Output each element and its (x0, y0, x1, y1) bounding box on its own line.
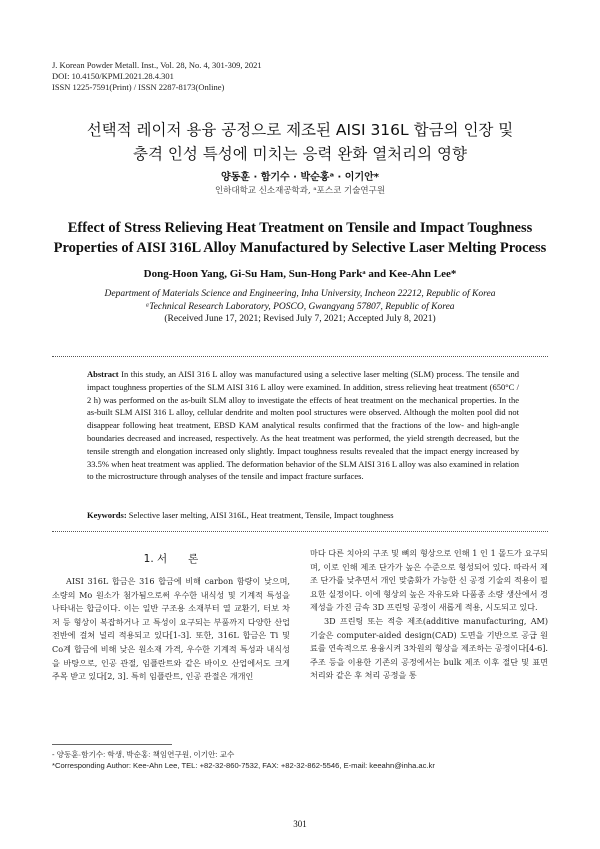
english-authors: Dong-Hoon Yang, Gi-Su Ham, Sun-Hong Parkᵃ and Kee-Ahn Lee* (143, 268, 457, 280)
abstract (87, 368, 519, 483)
english-title-line1: Effect of Stress Relieving Heat Treatment on Tensile and Impact Toughness (67, 220, 533, 236)
right-paragraph-2: 3D 프린팅 또는 적층 제조(additive manufacturing, AM) 기술은 computer-aided design(CAD) 도면을 기반으로 공급 원료를 연속적으로 용융시켜 3차원의 형상을 제조하는 공정이다[4-6]. 주조 등을 이용한 기존의 공정에서는 bulk 제조 이후 절단 및 표면 처리와 같은 후 처리 공정을 통 (310, 615, 548, 681)
page-number: 301 (293, 819, 307, 829)
abstract-label: Abstract (87, 369, 119, 379)
keywords (87, 510, 519, 520)
english-affiliation-1: Department of Materials Science and Engineering, Inha University, Incheon 22212, Republic of Korea (104, 289, 496, 299)
left-paragraph-1: AISI 316L 합금은 316 합금에 비해 carbon 함량이 낮으며, 소량의 Mo 원소가 첨가됨으로써 우수한 내식성 및 기계적 특성을 나타내는 합금이다. 이는 일반 구조용 소재부터 열 교환기, 터보 차저 등 형상이 복잡하거나 고 특성이 요구되는 부품까지 다양한 산업 전반에 걸쳐 널리 적용되고 있다[1-3]. 또한, 316L 합금은 Ti 및 Co계 합금에 비해 낮은 원소재 가격, 우수한 기계적 특성과 내식성을 바탕으로, 인공 관절, 임플란트와 같은 바이오 산업에서도 크게 주목 받고 있다[2, 3]. 특히 임플란트, 인공 관절은 개개인 (52, 576, 290, 682)
abstract-text: In this study, an AISI 316 L alloy was manufactured using a selective laser melting (SLM) process. The tensile and impact toughness properties of the SLM AISI 316 L alloy were examined. In addition, stress relieving heat treatment (650°C / 2 h) was performed on the as-built SLM alloy to investigate the effects of heat treatment on the mechanical properties. In the as-built SLM AISI 316 L alloy, cellular dendrite and molten pool structures were observed. Although the molten pool did not disappear following heat treatment, EBSD KAM analytical results confirmed that the fractions of the low- and high-angle boundaries decreased and increased, respectively. As the heat treatment was performed, the yield strength decreased, but the tensile strength and elongation increased only slightly. Impact toughness results revealed that the impact energy increased by 33.5% when heat treatment was applied. The deformation behavior of the SLM AISI 316 L alloy was also examined in relation to the microstructure through analyses of the tensile and impact fracture surfaces. (87, 369, 520, 482)
received-dates: (Received June 17, 2021; Revised July 7, 2021; Accepted July 8, 2021) (164, 314, 436, 324)
korean-title-line1: 선택적 레이저 용융 공정으로 제조된 AISI 316L 합금의 인장 및 (86, 121, 514, 139)
journal-header (52, 60, 262, 93)
left-column (52, 575, 290, 684)
footnote-rule (52, 744, 172, 745)
keywords-text: Selective laser melting, AISI 316L, Heat treatment, Tensile, Impact toughness (128, 510, 394, 520)
english-affiliation (40, 288, 560, 314)
footnote-author-roles: - 양동훈·함기수: 학생, 박순홍: 책임연구원, 이기안: 교수 (52, 750, 235, 759)
right-column (310, 547, 548, 683)
journal-citation: J. Korean Powder Metall. Inst., Vol. 28, No. 4, 301-309, 2021 (52, 60, 262, 70)
english-title-line2: Properties of AISI 316L Alloy Manufactured by Selective Laser Melting Process (53, 240, 547, 256)
korean-authors: 양동훈 · 함기수 · 박순홍ᵃ · 이기안* (220, 172, 379, 183)
korean-affiliation: 인하대학교 신소재공학과, ᵃ포스코 기술연구원 (214, 186, 386, 196)
section-heading-introduction: 1. 서 론 (143, 553, 199, 565)
english-title (30, 218, 570, 258)
divider-bottom (52, 531, 548, 532)
english-affiliation-2: ᵃTechnical Research Laboratory, POSCO, Gwangyang 57807, Republic of Korea (145, 302, 455, 312)
journal-doi: DOI: 10.4150/KPMI.2021.28.4.301 (52, 71, 174, 81)
korean-title-line2: 충격 인성 특성에 미치는 응력 완화 열처리의 영향 (133, 145, 467, 163)
footnote-corresponding-author: *Corresponding Author: Kee-Ahn Lee, TEL: +82-32-860-7532, FAX: +82-32-862-5546, E-mail: keeahn@inha.ac.kr (52, 761, 435, 770)
divider-top (52, 356, 548, 357)
korean-title (0, 118, 600, 166)
keywords-label: Keywords: (87, 510, 127, 520)
right-paragraph-1: 마다 다른 치아의 구조 및 뼈의 형상으로 인해 1 인 1 몰드가 요구되며, 이로 인해 제조 단가가 높은 수준으로 형성되어 있다. 따라서 제조 단가를 낮추면서 개인 맞춤화가 가능한 신 공정 기술의 적용이 필요한 실정이다. 이에 형상의 높은 자유도와 다품종 소량 생산에서 경제성을 가진 금속 3D 프린팅 공정이 새롭게 적용, 시도되고 있다. (310, 548, 548, 613)
journal-issn: ISSN 1225-7591(Print) / ISSN 2287-8173(Online) (52, 82, 225, 92)
